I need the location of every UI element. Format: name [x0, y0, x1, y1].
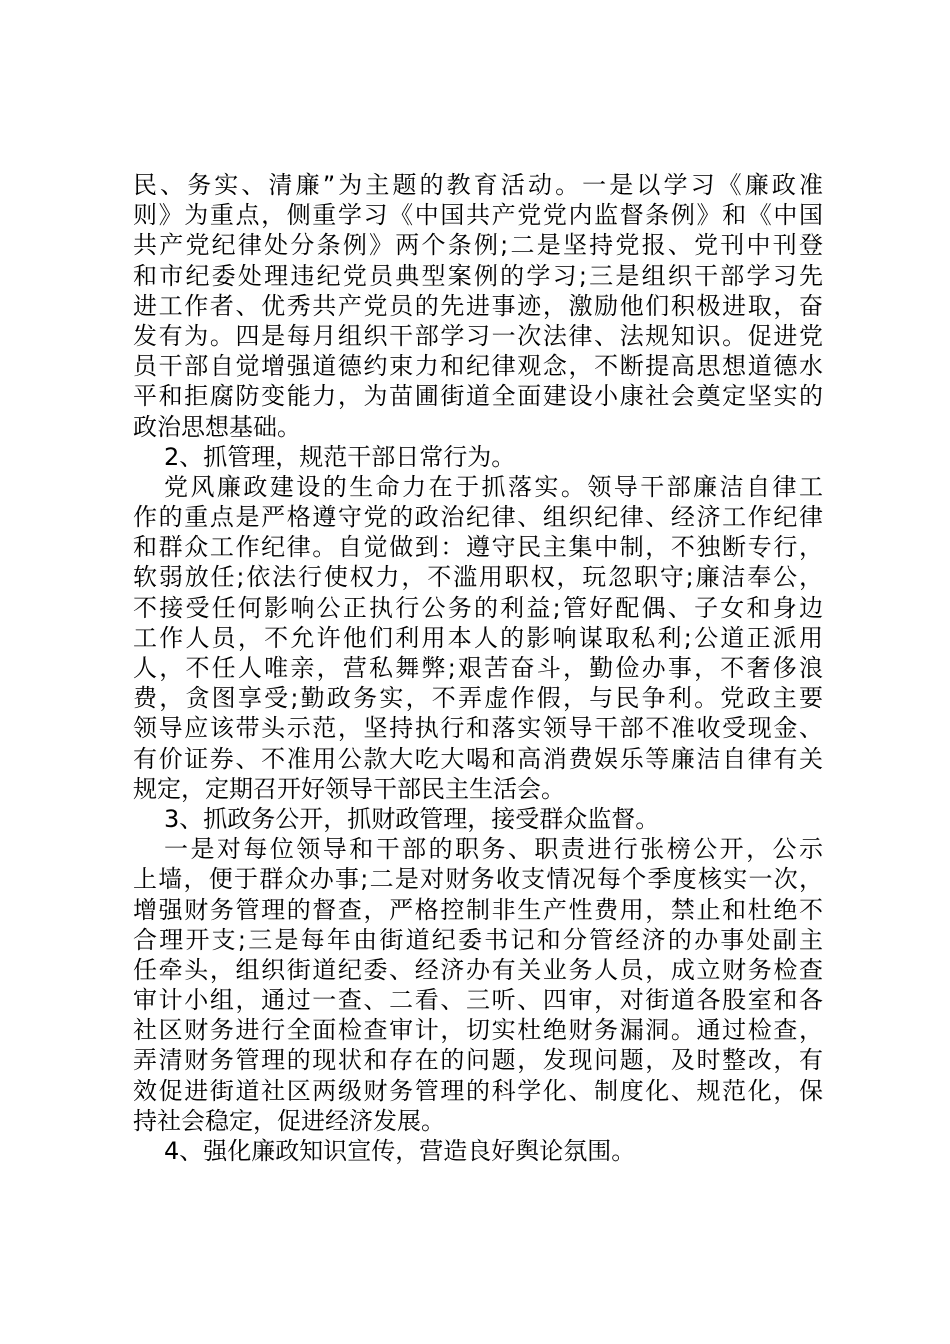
text-line: 上墙，便于群众办事;二是对财务收支情况每个季度核实一次，: [133, 865, 823, 894]
document-body: [133, 170, 823, 1166]
text-line: 民、务实、清廉”为主题的教育活动。一是以学习《廉政准: [133, 171, 823, 199]
text-line: 领导应该带头示范，坚持执行和落实领导干部不准收受现金、: [133, 714, 823, 743]
section-heading: 2、抓管理，规范干部日常行为。: [164, 442, 516, 471]
text-line: 人，不任人唯亲，营私舞弊;艰苦奋斗，勤俭办事，不奢侈浪: [133, 654, 823, 682]
section-heading: 3、抓政务公开，抓财政管理，接受群众监督。: [164, 804, 660, 833]
text-line: 作的重点是严格遵守党的政治纪律、组织纪律、经济工作纪律: [133, 503, 823, 532]
section-heading: 4、强化廉政知识宣传，营造良好舆论氛围。: [164, 1137, 636, 1165]
text-line: 规定，定期召开好领导干部民主生活会。: [133, 774, 565, 803]
text-line: 软弱放任;依法行使权力，不滥用职权，玩忽职守;廉洁奉公，: [133, 563, 823, 592]
text-line: 平和拒腐防变能力，为苗圃街道全面建设小康社会奠定坚实的: [133, 382, 823, 411]
text-line: 党风廉政建设的生命力在于抓落实。领导干部廉洁自律工: [164, 472, 823, 501]
text-line: 任牵头，组织街道纪委、经济办有关业务人员，成立财务检查: [133, 955, 823, 984]
text-line: 政治思想基础。: [133, 412, 301, 441]
text-line: 共产党纪律处分条例》两个条例;二是坚持党报、党刊中刊登: [133, 231, 823, 260]
text-line: 合理开支;三是每年由街道纪委书记和分管经济的办事处副主: [133, 925, 823, 954]
text-line: 员干部自觉增强道德约束力和纪律观念，不断提高思想道德水: [133, 352, 823, 381]
text-line: 有价证券、不准用公款大吃大喝和高消费娱乐等廉洁自律有关: [133, 744, 823, 773]
text-line: 和群众工作纪律。自觉做到：遵守民主集中制，不独断专行，: [133, 533, 823, 562]
text-line: 增强财务管理的督查，严格控制非生产性费用，禁止和杜绝不: [133, 895, 823, 924]
text-line: 审计小组，通过一查、二看、三听、四审，对街道各股室和各: [133, 986, 823, 1015]
text-line: 弄清财务管理的现状和存在的问题，发现问题，及时整改，有: [133, 1046, 823, 1075]
text-line: 持社会稳定，促进经济发展。: [133, 1106, 445, 1135]
text-line: 工作人员，不允许他们利用本人的影响谋取私利;公道正派用: [133, 623, 823, 652]
text-line: 进工作者、优秀共产党员的先进事迹，激励他们积极进取，奋: [133, 291, 823, 320]
text-line: 不接受任何影响公正执行公务的利益;管好配偶、子女和身边: [133, 593, 823, 622]
text-line: 发有为。四是每月组织干部学习一次法律、法规知识。促进党: [133, 321, 823, 350]
text-line: 效促进街道社区两级财务管理的科学化、制度化、规范化，保: [133, 1076, 823, 1105]
text-line: 社区财务进行全面检查审计，切实杜绝财务漏洞。通过检查，: [133, 1016, 823, 1045]
text-line: 则》为重点，侧重学习《中国共产党党内监督条例》和《中国: [133, 201, 823, 230]
text-line: 一是对每位领导和干部的职务、职责进行张榜公开，公示: [164, 835, 823, 864]
text-line: 费，贪图享受;勤政务实，不弄虚作假，与民争利。党政主要: [133, 684, 823, 713]
text-line: 和市纪委处理违纪党员典型案例的学习;三是组织干部学习先: [133, 261, 823, 290]
